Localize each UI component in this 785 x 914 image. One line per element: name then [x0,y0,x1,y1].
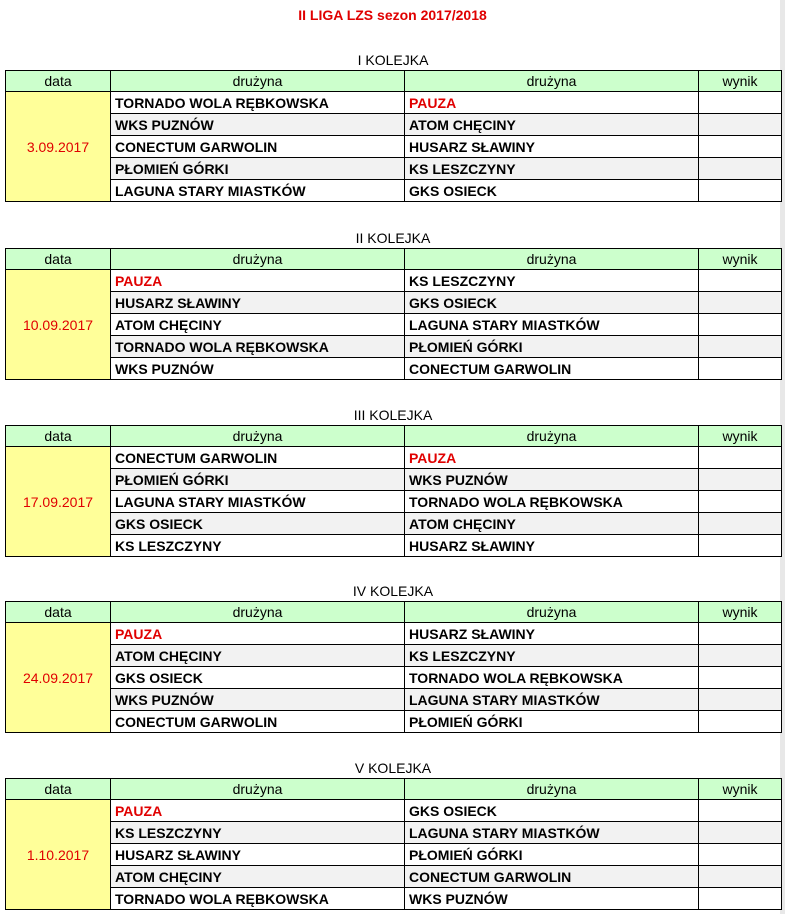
match-row [6,888,782,910]
result-cell[interactable] [699,270,782,292]
away-team: CONECTUM GARWOLIN [405,358,699,380]
result-cell[interactable] [699,92,782,114]
home-team: ATOM CHĘCINY [111,866,405,888]
header-result: wynik [699,779,782,800]
header-team-2: drużyna [405,249,699,270]
result-cell[interactable] [699,158,782,180]
home-team: TORNADO WOLA RĘBKOWSKA [111,888,405,910]
result-cell[interactable] [699,800,782,822]
match-row [6,711,782,733]
header-team-1: drużyna [111,779,405,800]
away-team: LAGUNA STARY MIASTKÓW [405,314,699,336]
result-cell[interactable] [699,336,782,358]
bye-marker: PAUZA [111,800,405,822]
header-result: wynik [699,249,782,270]
result-cell[interactable] [699,866,782,888]
result-cell[interactable] [699,136,782,158]
match-row [6,513,782,535]
away-team: TORNADO WOLA RĘBKOWSKA [405,667,699,689]
away-team: WKS PUZNÓW [405,469,699,491]
header-row [6,249,782,270]
match-row [6,866,782,888]
home-team: GKS OSIECK [111,513,405,535]
match-row [6,689,782,711]
match-row [6,314,782,336]
match-row [6,92,782,114]
away-team: CONECTUM GARWOLIN [405,866,699,888]
round-block [5,581,781,733]
round-heading: V KOLEJKA [354,760,432,776]
header-team-2: drużyna [405,426,699,447]
away-team: ATOM CHĘCINY [405,114,699,136]
home-team: PŁOMIEŃ GÓRKI [111,469,405,491]
round-heading: III KOLEJKA [353,407,433,423]
match-date: 17.09.2017 [6,447,111,557]
match-row [6,822,782,844]
home-team: GKS OSIECK [111,667,405,689]
home-team: LAGUNA STARY MIASTKÓW [111,491,405,513]
header-row [6,71,782,92]
bye-marker: PAUZA [405,92,699,114]
match-row [6,469,782,491]
match-row [6,270,782,292]
home-team: CONECTUM GARWOLIN [111,711,405,733]
header-date: data [6,249,111,270]
home-team: TORNADO WOLA RĘBKOWSKA [111,92,405,114]
header-row [6,426,782,447]
match-date: 3.09.2017 [6,92,111,202]
round-block [5,228,781,380]
result-cell[interactable] [699,114,782,136]
home-team: ATOM CHĘCINY [111,314,405,336]
fixtures-table [5,778,782,910]
match-date: 10.09.2017 [6,270,111,380]
home-team: LAGUNA STARY MIASTKÓW [111,180,405,202]
fixtures-table [5,248,782,380]
match-row [6,447,782,469]
result-cell[interactable] [699,491,782,513]
result-cell[interactable] [699,888,782,910]
away-team: GKS OSIECK [405,180,699,202]
header-date: data [6,779,111,800]
away-team: GKS OSIECK [405,292,699,314]
header-team-1: drużyna [111,249,405,270]
result-cell[interactable] [699,645,782,667]
result-cell[interactable] [699,822,782,844]
result-cell[interactable] [699,314,782,336]
result-cell[interactable] [699,844,782,866]
away-team: KS LESZCZYNY [405,270,699,292]
home-team: ATOM CHĘCINY [111,645,405,667]
home-team: PŁOMIEŃ GÓRKI [111,158,405,180]
home-team: CONECTUM GARWOLIN [111,136,405,158]
header-row [6,602,782,623]
header-team-1: drużyna [111,426,405,447]
result-cell[interactable] [699,180,782,202]
bye-marker: PAUZA [405,447,699,469]
away-team: LAGUNA STARY MIASTKÓW [405,822,699,844]
result-cell[interactable] [699,447,782,469]
away-team: HUSARZ SŁAWINY [405,535,699,557]
result-cell[interactable] [699,469,782,491]
fixtures-table [5,425,782,557]
round-heading: I KOLEJKA [357,52,429,68]
round-heading: II KOLEJKA [355,230,431,246]
match-row [6,158,782,180]
home-team: WKS PUZNÓW [111,114,405,136]
header-team-2: drużyna [405,602,699,623]
header-date: data [6,71,111,92]
match-row [6,491,782,513]
page-title: II LIGA LZS sezon 2017/2018 [298,7,487,23]
match-row [6,535,782,557]
fixtures-table [5,601,782,733]
round-block [5,405,781,557]
match-row [6,800,782,822]
match-row [6,136,782,158]
away-team: PŁOMIEŃ GÓRKI [405,711,699,733]
away-team: KS LESZCZYNY [405,645,699,667]
header-result: wynik [699,602,782,623]
result-cell[interactable] [699,292,782,314]
match-row [6,667,782,689]
away-team: PŁOMIEŃ GÓRKI [405,336,699,358]
header-date: data [6,602,111,623]
header-result: wynik [699,71,782,92]
round-block [5,758,781,910]
header-team-1: drużyna [111,71,405,92]
away-team: KS LESZCZYNY [405,158,699,180]
home-team: KS LESZCZYNY [111,535,405,557]
header-team-2: drużyna [405,779,699,800]
match-row [6,623,782,645]
header-row [6,779,782,800]
header-result: wynik [699,426,782,447]
header-date: data [6,426,111,447]
result-cell[interactable] [699,689,782,711]
result-cell[interactable] [699,667,782,689]
away-team: TORNADO WOLA RĘBKOWSKA [405,491,699,513]
result-cell[interactable] [699,623,782,645]
away-team: HUSARZ SŁAWINY [405,136,699,158]
result-cell[interactable] [699,535,782,557]
away-team: HUSARZ SŁAWINY [405,623,699,645]
match-row [6,358,782,380]
round-heading: IV KOLEJKA [352,583,434,599]
home-team: WKS PUZNÓW [111,358,405,380]
home-team: HUSARZ SŁAWINY [111,844,405,866]
away-team: ATOM CHĘCINY [405,513,699,535]
home-team: WKS PUZNÓW [111,689,405,711]
away-team: WKS PUZNÓW [405,888,699,910]
match-row [6,114,782,136]
away-team: PŁOMIEŃ GÓRKI [405,844,699,866]
match-row [6,180,782,202]
away-team: GKS OSIECK [405,800,699,822]
header-team-1: drużyna [111,602,405,623]
home-team: CONECTUM GARWOLIN [111,447,405,469]
home-team: TORNADO WOLA RĘBKOWSKA [111,336,405,358]
bye-marker: PAUZA [111,270,405,292]
match-date: 24.09.2017 [6,623,111,733]
home-team: HUSARZ SŁAWINY [111,292,405,314]
match-row [6,844,782,866]
home-team: KS LESZCZYNY [111,822,405,844]
result-cell[interactable] [699,358,782,380]
match-date: 1.10.2017 [6,800,111,910]
match-row [6,292,782,314]
result-cell[interactable] [699,513,782,535]
bye-marker: PAUZA [111,623,405,645]
match-row [6,336,782,358]
match-row [6,645,782,667]
header-team-2: drużyna [405,71,699,92]
fixtures-table [5,70,782,202]
result-cell[interactable] [699,711,782,733]
round-block [5,50,781,202]
away-team: LAGUNA STARY MIASTKÓW [405,689,699,711]
